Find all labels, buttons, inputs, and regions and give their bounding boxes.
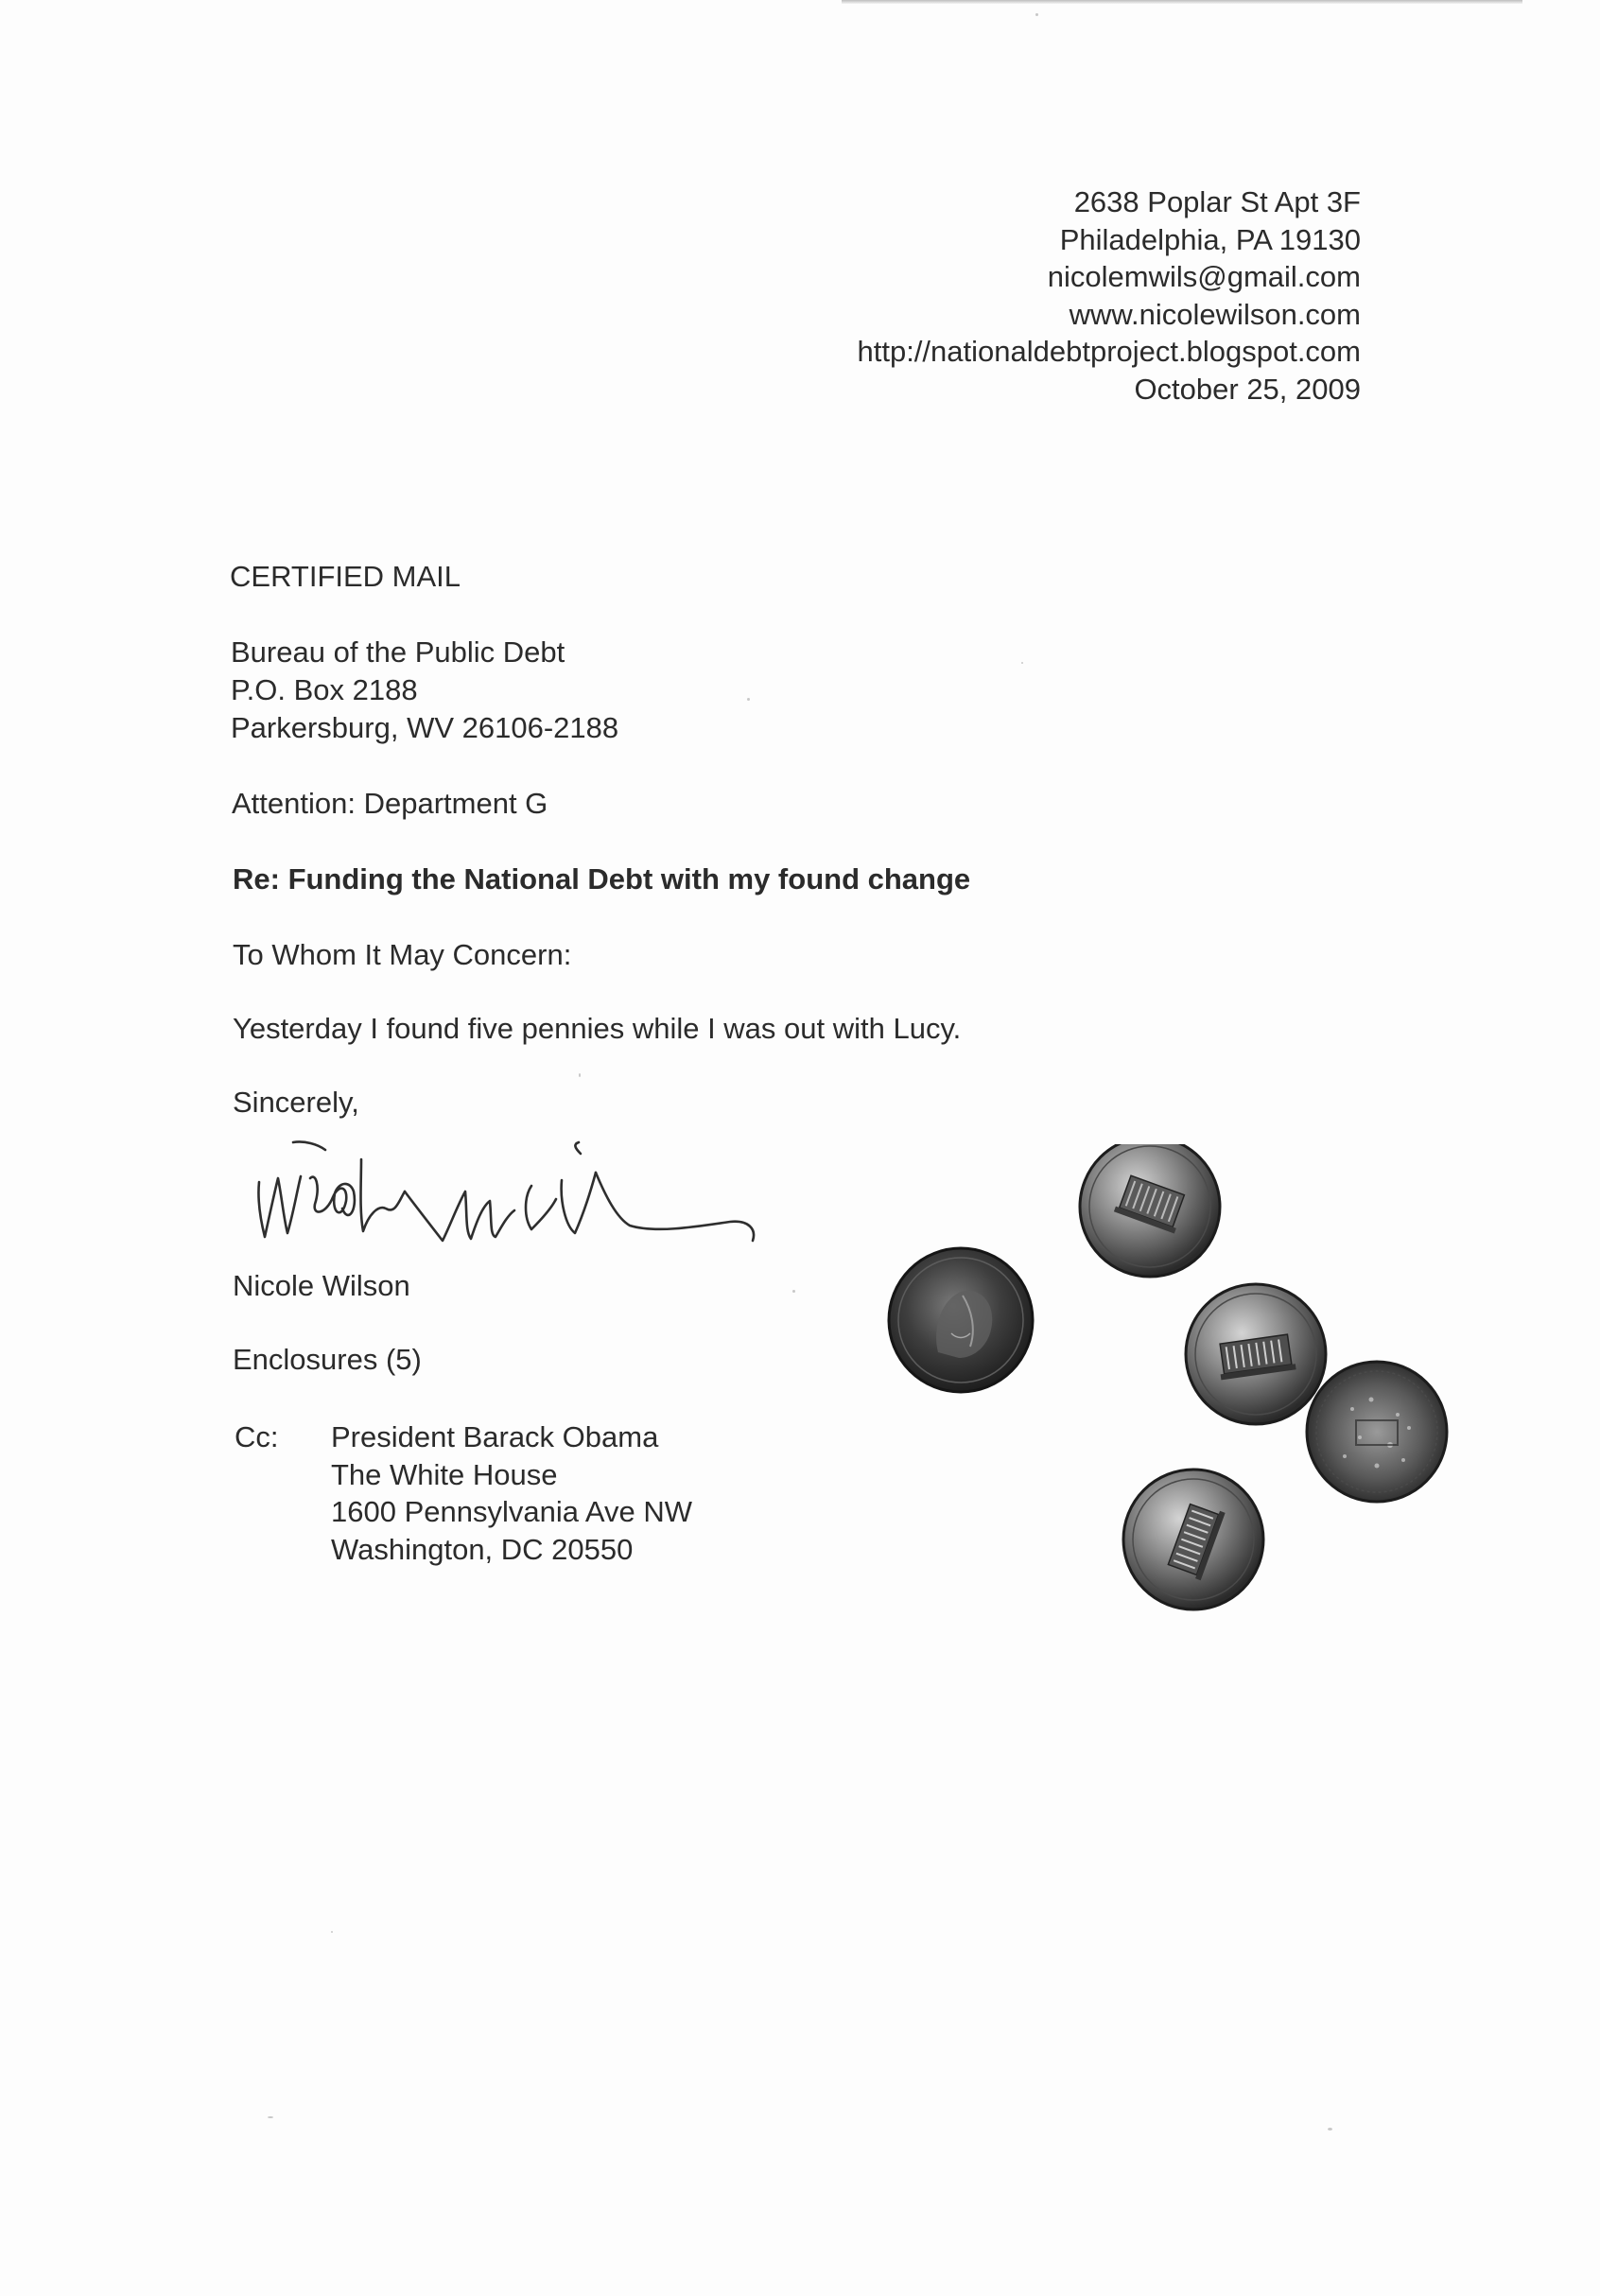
cc-line: President Barack Obama xyxy=(331,1420,659,1453)
pennies-image xyxy=(879,1144,1466,1636)
attention-line: Attention: Department G xyxy=(232,787,548,820)
sender-email: nicolemwils@gmail.com xyxy=(1047,260,1361,293)
scan-speck xyxy=(747,698,750,701)
recipient-name: Bureau of the Public Debt xyxy=(231,635,565,669)
handwritten-signature xyxy=(248,1135,862,1267)
penny-obverse xyxy=(889,1248,1033,1392)
cc-line: The White House xyxy=(331,1457,558,1491)
scan-speck xyxy=(1021,662,1023,664)
mail-type: CERTIFIED MAIL xyxy=(230,560,461,593)
closing: Sincerely, xyxy=(233,1086,359,1119)
recipient-po-box: P.O. Box 2188 xyxy=(231,673,418,706)
cc-line: 1600 Pennsylvania Ave NW xyxy=(331,1495,692,1528)
salutation: To Whom It May Concern: xyxy=(233,938,572,971)
scan-edge xyxy=(842,0,1522,4)
subject-line: Re: Funding the National Debt with my found change xyxy=(233,862,971,896)
scan-speck xyxy=(1328,2128,1332,2131)
sender-address-block xyxy=(857,183,1361,408)
recipient-city: Parkersburg, WV 26106-2188 xyxy=(231,711,619,744)
cc-label: Cc: xyxy=(235,1420,279,1453)
sender-blog: http://nationaldebtproject.blogspot.com xyxy=(857,335,1361,368)
cc-recipient-block xyxy=(331,1418,692,1568)
penny-worn xyxy=(1307,1362,1447,1502)
scan-speck xyxy=(579,1073,581,1077)
letter-date: October 25, 2009 xyxy=(1134,372,1361,406)
enclosures-line: Enclosures (5) xyxy=(233,1343,422,1376)
scan-speck xyxy=(792,1290,795,1293)
scan-speck xyxy=(331,1931,333,1933)
sender-city: Philadelphia, PA 19130 xyxy=(1059,222,1361,256)
penny-reverse xyxy=(1123,1470,1263,1609)
penny-reverse xyxy=(1186,1284,1326,1424)
cc-line: Washington, DC 20550 xyxy=(331,1532,634,1566)
sender-website: www.nicolewilson.com xyxy=(1069,297,1361,331)
letter-body: Yesterday I found five pennies while I was out with Lucy. xyxy=(233,1012,962,1045)
sender-street: 2638 Poplar St Apt 3F xyxy=(1073,185,1361,218)
signer-name: Nicole Wilson xyxy=(233,1269,410,1302)
scan-speck xyxy=(1035,13,1038,16)
scan-speck xyxy=(268,2116,273,2118)
penny-reverse xyxy=(1080,1144,1220,1277)
